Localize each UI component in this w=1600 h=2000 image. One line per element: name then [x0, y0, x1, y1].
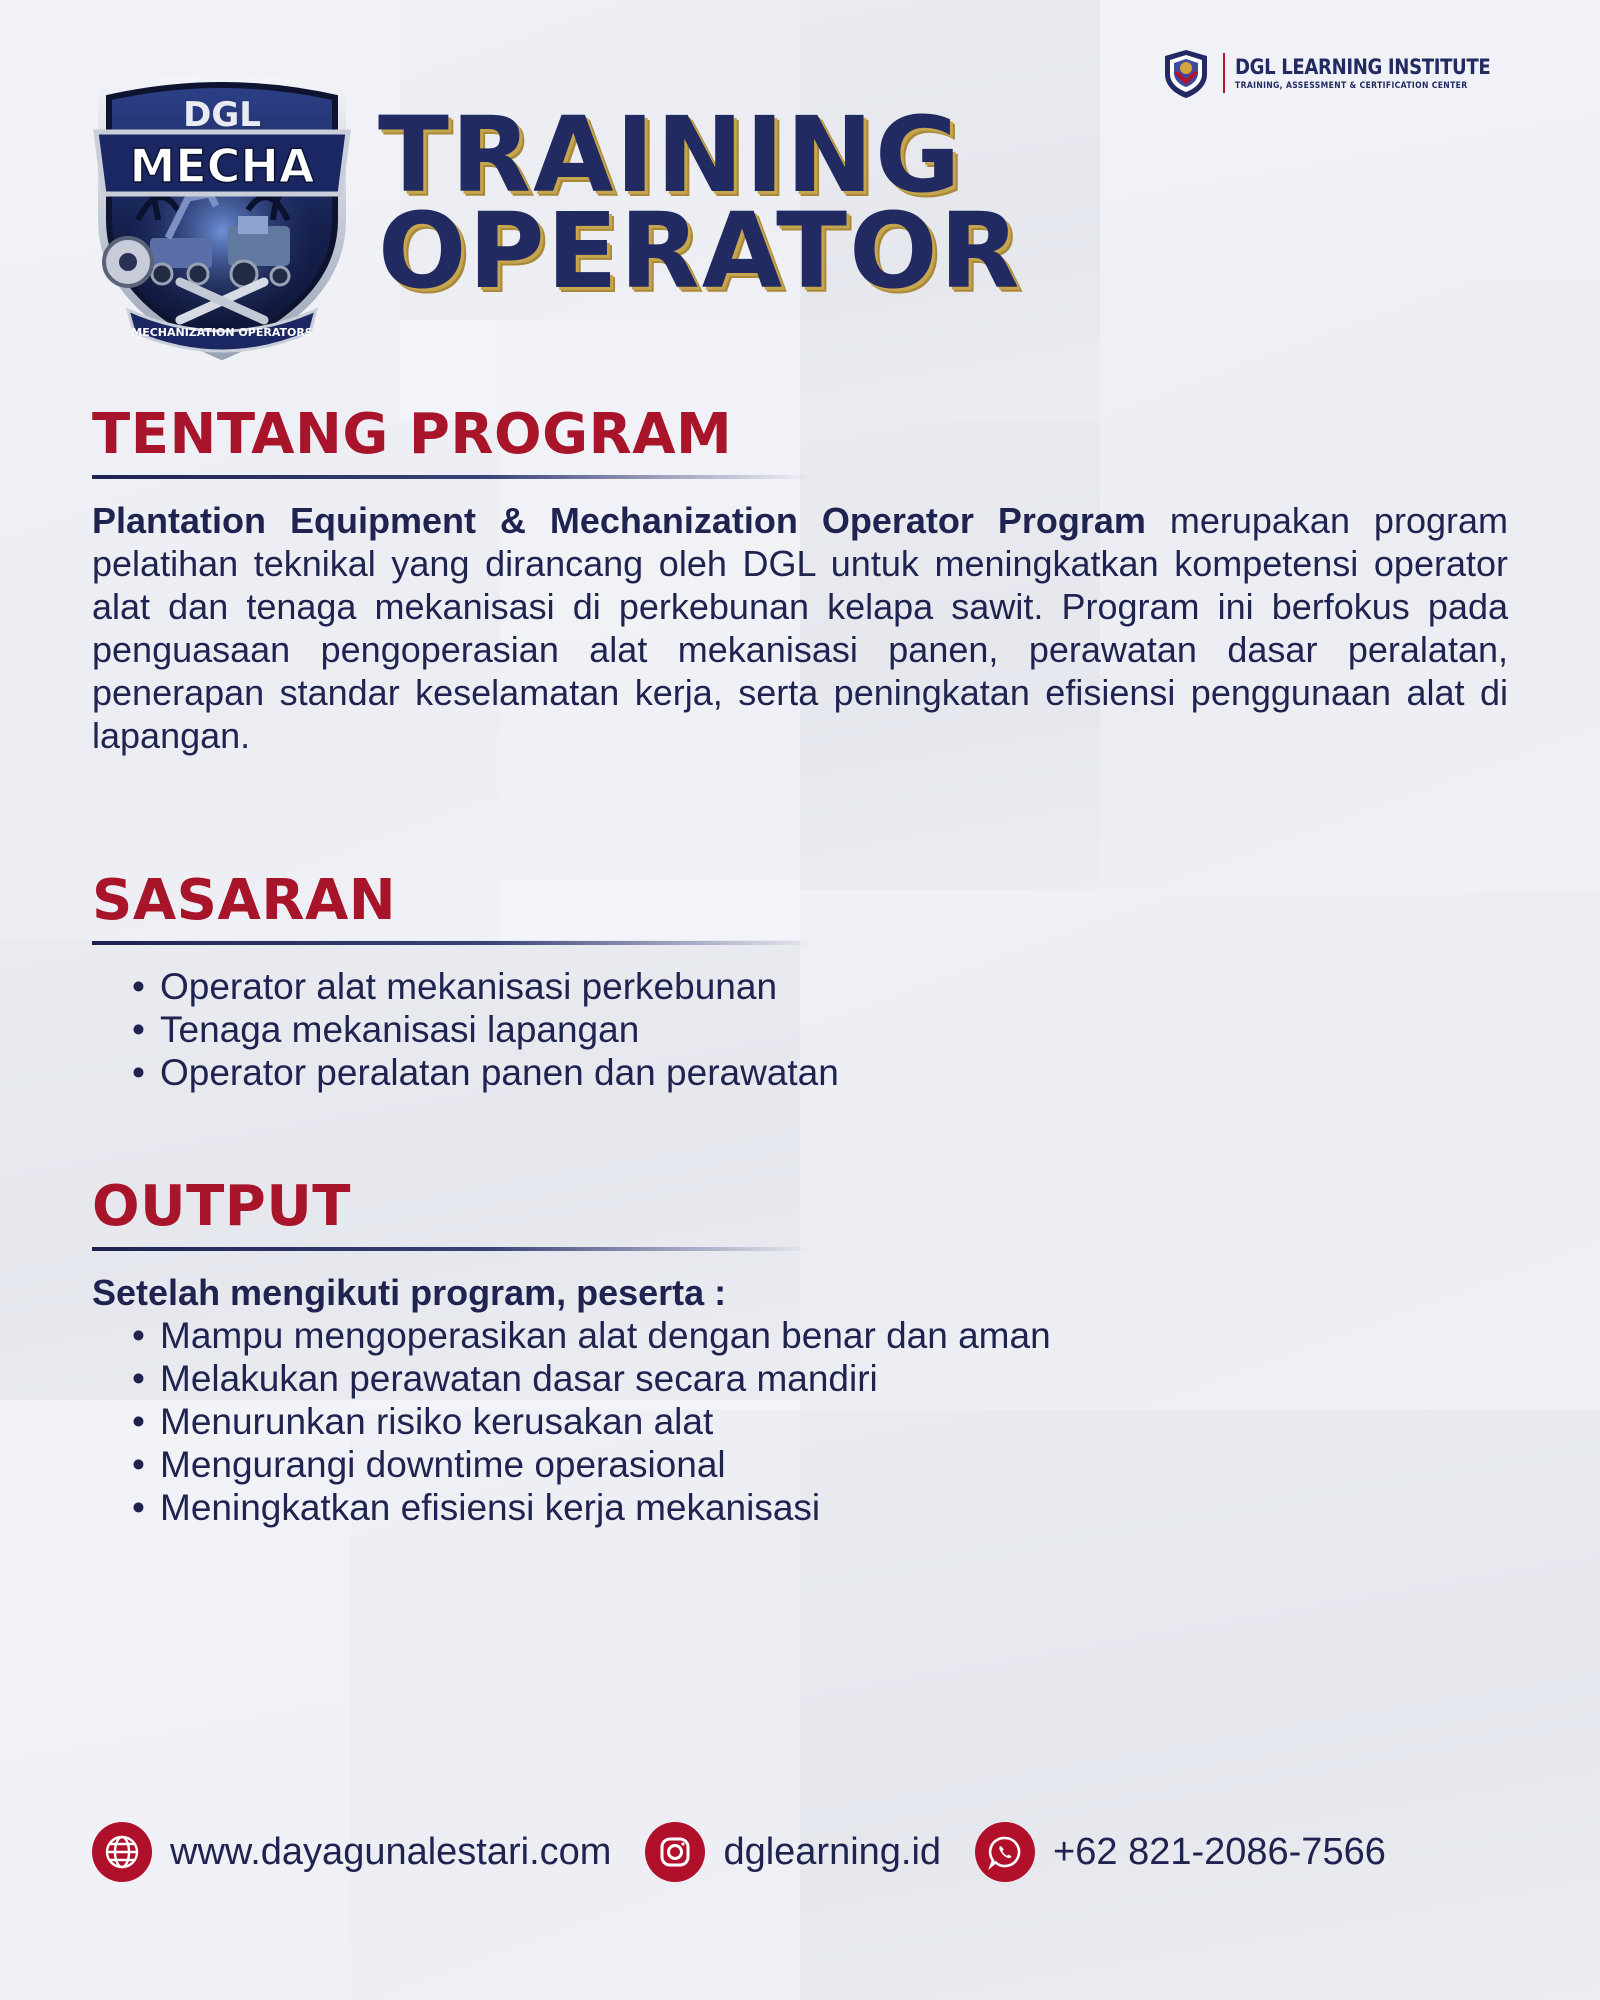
- contact-footer: [92, 1822, 1386, 1882]
- whatsapp-text: +62 821-2086-7566: [1053, 1830, 1386, 1873]
- page-title: [378, 94, 1022, 312]
- emblem-top-word: DGL: [183, 95, 261, 135]
- about-heading: TENTANG PROGRAM: [92, 402, 733, 467]
- targets-heading: SASARAN: [92, 868, 397, 933]
- targets-divider: [92, 941, 812, 945]
- about-divider: [92, 475, 812, 479]
- list-item: • Melakukan perawatan dasar secara mandiri: [132, 1357, 1508, 1400]
- title-line-1: TRAINING: [378, 94, 963, 216]
- list-item: • Operator peralatan panen dan perawatan: [132, 1051, 1508, 1094]
- list-item: • Tenaga mekanisasi lapangan: [132, 1008, 1508, 1051]
- list-item: • Operator alat mekanisasi perkebunan: [132, 965, 1508, 1008]
- output-list: [92, 1314, 1508, 1529]
- emblem-ribbon-text: MECHANIZATION OPERATORS: [131, 326, 313, 339]
- about-section: [92, 402, 1508, 757]
- list-item: • Mengurangi downtime operasional: [132, 1443, 1508, 1486]
- dgl-mecha-emblem: [88, 70, 356, 360]
- instagram-icon: [645, 1822, 705, 1882]
- brand-name: DGL LEARNING INSTITUTE: [1235, 55, 1491, 79]
- about-paragraph: [92, 499, 1508, 757]
- output-lead: Setelah mengikuti program, peserta :: [92, 1272, 727, 1313]
- targets-list: [92, 965, 1508, 1094]
- brand-tagline: TRAINING, ASSESSMENT & CERTIFICATION CENTER: [1235, 81, 1468, 91]
- output-heading: OUTPUT: [92, 1174, 351, 1239]
- list-item: • Meningkatkan efisiensi kerja mekanisasi: [132, 1486, 1508, 1529]
- title-line-2: OPERATOR: [378, 189, 1022, 312]
- website-link[interactable]: [92, 1822, 611, 1882]
- instagram-link[interactable]: [645, 1822, 941, 1882]
- whatsapp-icon: [975, 1822, 1035, 1882]
- brand-logo: [1159, 46, 1532, 100]
- output-divider: [92, 1247, 812, 1251]
- globe-icon: [92, 1822, 152, 1882]
- program-description: merupakan program pelatihan teknikal yang dirancang oleh DGL untuk meningkatkan kompetensi operator alat dan tenaga mekanisasi di perkebunan kelapa sawit. Program ini berfokus pada penguasaan pengoperasian alat mekanisasi panen, perawatan dasar peralatan, penerapan standar keselamatan kerja, serta peningkatan efisiensi penggunaan alat di lapangan.: [92, 500, 1508, 756]
- emblem-main-word: MECHA: [129, 139, 315, 193]
- whatsapp-link[interactable]: [975, 1822, 1386, 1882]
- list-item: • Menurunkan risiko kerusakan alat: [132, 1400, 1508, 1443]
- output-section: [92, 1174, 1508, 1529]
- list-item: • Mampu mengoperasikan alat dengan benar dan aman: [132, 1314, 1508, 1357]
- dgl-brand-icon: [1159, 46, 1213, 100]
- targets-section: [92, 868, 1508, 1094]
- program-name: Plantation Equipment & Mechanization Operator Program: [92, 500, 1146, 541]
- website-text: www.dayagunalestari.com: [170, 1830, 612, 1873]
- instagram-text: dglearning.id: [723, 1830, 942, 1873]
